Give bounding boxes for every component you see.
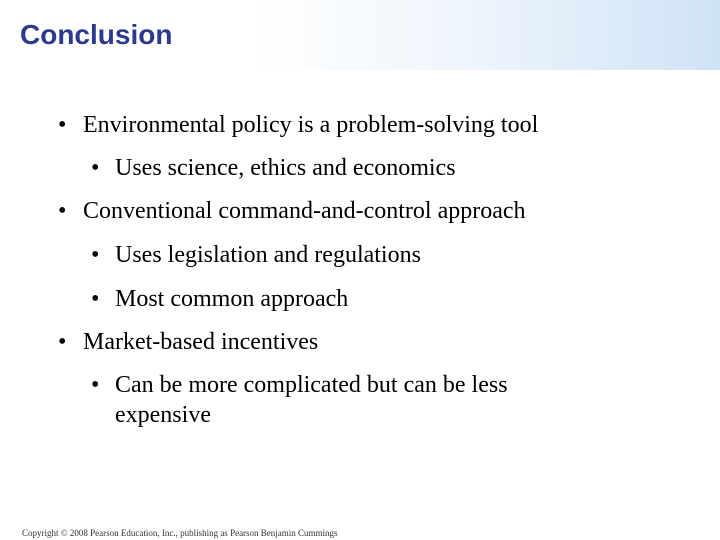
- bullet-text: Most common approach: [115, 286, 349, 312]
- bullet-dot: •: [91, 242, 100, 268]
- bullet-level2: [91, 153, 691, 183]
- bullet-text: Uses science, ethics and economics: [115, 155, 456, 181]
- bullet-dot: •: [58, 329, 67, 355]
- bullet-dot: •: [91, 372, 100, 398]
- bullet-dot: •: [58, 198, 67, 224]
- bullet-level2: [91, 240, 691, 270]
- bullet-text: Environmental policy is a problem-solving tool: [83, 112, 539, 138]
- slide-title: Conclusion: [20, 19, 173, 50]
- copyright-footer: Copyright © 2008 Pearson Education, Inc., publishing as Pearson Benjamin Cummings: [22, 528, 338, 538]
- bullet-dot: •: [91, 155, 100, 181]
- bullet-dot: •: [58, 112, 67, 138]
- bullet-dot: •: [91, 286, 100, 312]
- bullet-text: Conventional command-and-control approach: [83, 198, 526, 224]
- bullet-text: Can be more complicated but can be less expensive: [115, 372, 508, 428]
- bullet-level2: [91, 284, 691, 314]
- bullet-level1: [58, 110, 698, 140]
- bullet-level1: [58, 196, 698, 226]
- bullet-level2: [91, 370, 591, 430]
- bullet-level1: [58, 327, 698, 357]
- bullet-text: Uses legislation and regulations: [115, 242, 421, 268]
- bullet-text: Market-based incentives: [83, 329, 319, 355]
